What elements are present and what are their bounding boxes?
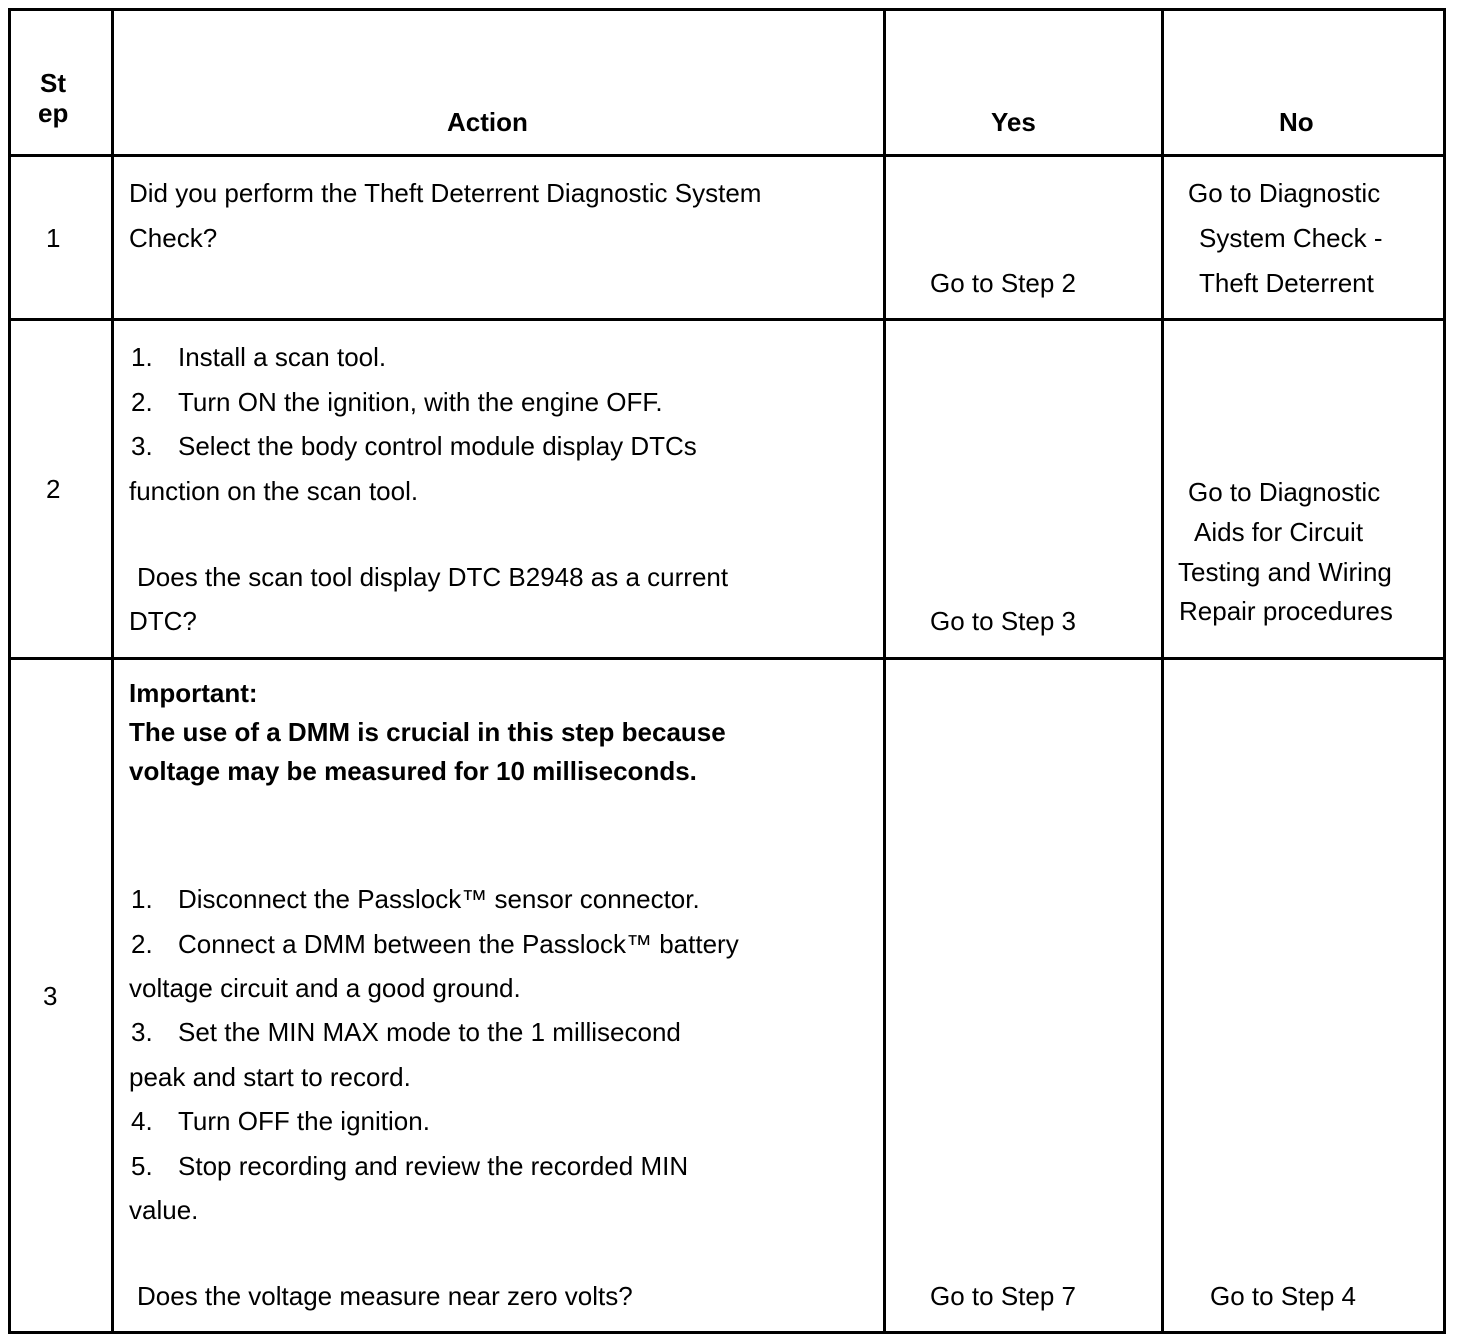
header-yes: Yes (991, 107, 1036, 137)
row1-action-line2: Check? (129, 223, 218, 253)
row3-item-3 (131, 1017, 681, 1047)
step-number-3: 3 (43, 981, 58, 1011)
list-text: Disconnect the Passlock™ sensor connector. (178, 884, 700, 914)
row3-question: Does the voltage measure near zero volts? (137, 1281, 633, 1311)
row-divider-1 (8, 318, 1446, 321)
row3-item-5 (131, 1151, 688, 1181)
list-number: 3. (131, 1017, 153, 1047)
col-divider-action (883, 8, 886, 1334)
row3-no: Go to Step 4 (1210, 1281, 1356, 1311)
table-border-top (8, 8, 1446, 11)
row-divider-2 (8, 657, 1446, 660)
table-border-bottom (8, 1331, 1446, 1334)
row1-action-line1: Did you perform the Theft Deterrent Diagnostic System (129, 178, 762, 208)
row2-question-line1: Does the scan tool display DTC B2948 as a current (137, 562, 729, 592)
row2-no-line3: Testing and Wiring (1178, 557, 1392, 587)
list-text: Connect a DMM between the Passlock™ battery (178, 929, 739, 959)
row-divider-header (8, 154, 1446, 157)
row1-no-line2: System Check - (1199, 223, 1383, 253)
row2-yes: Go to Step 3 (930, 606, 1076, 636)
list-number: 4. (131, 1106, 153, 1136)
header-step: St ep (38, 68, 69, 128)
list-text: Select the body control module display DTCs (178, 431, 697, 461)
table-border-left (8, 8, 11, 1334)
row3-item-3-continued: peak and start to record. (129, 1062, 411, 1092)
row2-item-1 (131, 342, 386, 372)
step-number-2: 2 (46, 474, 61, 504)
list-text: Set the MIN MAX mode to the 1 millisecond (178, 1017, 681, 1047)
list-number: 3. (131, 431, 153, 461)
col-divider-step (111, 8, 114, 1334)
row2-question-line2: DTC? (129, 606, 197, 636)
row1-yes: Go to Step 2 (930, 268, 1076, 298)
row2-no-line1: Go to Diagnostic (1188, 477, 1381, 507)
row1-no-line1: Go to Diagnostic (1188, 178, 1381, 208)
list-number: 2. (131, 387, 153, 417)
row2-no-line4: Repair procedures (1179, 596, 1393, 626)
row2-item-3 (131, 431, 697, 461)
list-text: Install a scan tool. (178, 342, 387, 372)
row3-yes: Go to Step 7 (930, 1281, 1076, 1311)
row3-item-2 (131, 929, 739, 959)
row3-item-4 (131, 1106, 430, 1136)
row2-item-3-continued: function on the scan tool. (129, 476, 419, 506)
list-text: Turn ON the ignition, with the engine OFF. (178, 387, 663, 417)
list-number: 5. (131, 1151, 153, 1181)
row2-item-2 (131, 387, 663, 417)
row1-no-line3: Theft Deterrent (1199, 268, 1374, 298)
header-action: Action (447, 107, 528, 137)
col-divider-yes (1161, 8, 1164, 1334)
header-no: No (1279, 107, 1314, 137)
row2-no-line2: Aids for Circuit (1194, 517, 1364, 547)
list-number: 1. (131, 342, 153, 372)
list-number: 1. (131, 884, 153, 914)
list-text: Turn OFF the ignition. (178, 1106, 430, 1136)
important-label: Important: (129, 678, 258, 708)
important-line2: voltage may be measured for 10 milliseconds. (129, 756, 697, 786)
list-number: 2. (131, 929, 153, 959)
row3-item-2-continued: voltage circuit and a good ground. (129, 973, 521, 1003)
step-number-1: 1 (46, 223, 61, 253)
list-text: Stop recording and review the recorded MIN (178, 1151, 689, 1181)
important-line1: The use of a DMM is crucial in this step because (129, 717, 726, 747)
row3-item-1 (131, 884, 700, 914)
row3-item-5-continued: value. (129, 1195, 199, 1225)
table-border-right (1443, 8, 1446, 1334)
